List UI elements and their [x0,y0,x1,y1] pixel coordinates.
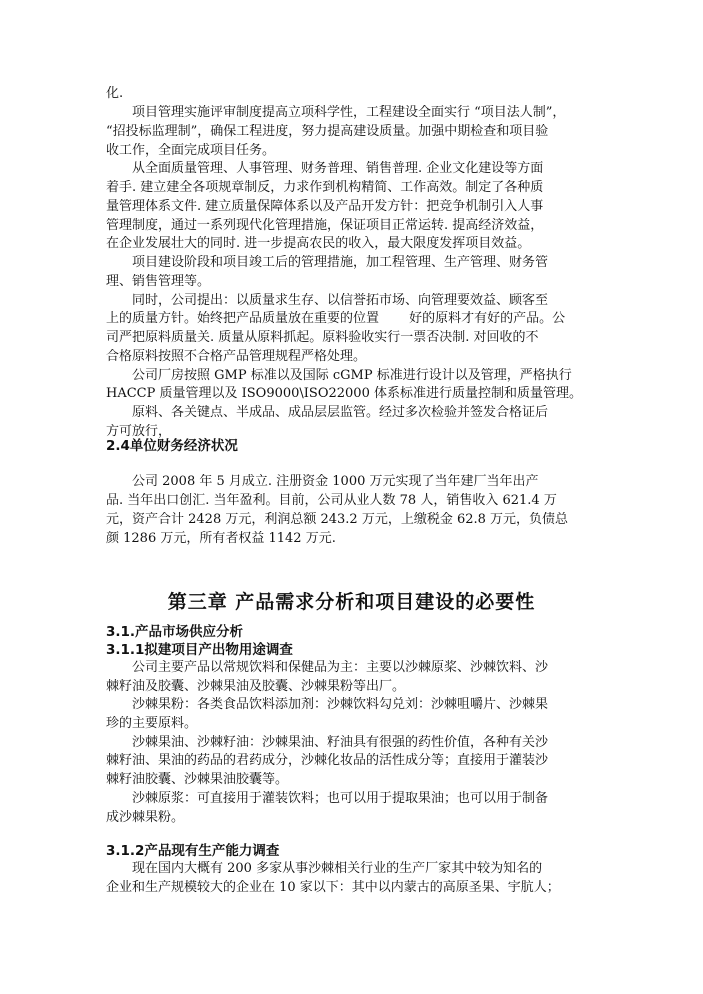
section-heading: 2.4单位财务经济状况 [106,438,238,454]
text-line: 原料、各关键点、半成品、成品层层监管。经过多次检验并签发合格证后 [106,405,549,420]
text-line: 公司厂房按照 GMP 标准以及国际 cGMP 标准进行设计以及管理，严格执行 [106,368,572,383]
text-line: 成沙棘果粉。 [106,810,185,825]
text-line: “招投标监理制”，确保工程进度，努力提高建设质量。加强中期检查和项目验 [106,124,549,139]
subsection-heading: 3.1.1拟建项目产出物用途调查 [106,642,293,658]
text-line: 项目建设阶段和项目竣工后的管理措施，加工程管理、生产管理、财务管 [106,255,549,270]
text-line: 棘籽油胶囊、沙棘果油胶囊等。 [106,772,289,787]
text-line: 颜 1286 万元，所有者权益 1142 万元. [106,531,336,546]
text-line: 理、销售管理等。 [106,274,211,289]
text-line: 企业和生产规模较大的企业在 10 家以下：其中以内蒙古的高原圣果、宇肮人； [106,880,560,895]
text-line: 收工作，全面完成项目任务。 [106,143,276,158]
text-line: 沙棘原浆：可直接用于灌装饮料；也可以用于提取果油；也可以用于制备 [106,791,549,806]
text-line: 棘籽油及胶囊、沙棘果油及胶囊、沙棘果粉等出厂。 [106,679,406,694]
text-line: 项目管理实施评审制度提高立项科学性，工程建设全面实行 “项目法人制”， [106,105,566,120]
text-line: 同时，公司提出：以质量求生存、以信誉拓市场、向管理要效益、顾客至 [106,293,549,308]
text-line: 沙棘果油、沙棘籽油：沙棘果油、籽油具有很强的药性价值，各种有关沙 [106,735,549,750]
text-line: 沙棘果粉：各类食品饮料添加剂：沙棘饮料勾兑刘：沙棘咀嚼片、沙棘果 [106,697,549,712]
text-line: 着手. 建立建全各项规章制反，力求作到机构精简、工作高效。制定了各种质 [106,180,544,195]
section-heading: 3.1.产品市场供应分析 [106,624,244,640]
text-line: 棘籽油、果油的药品的君药成分，沙棘化妆品的活性成分等；直接用于灌装沙 [106,753,549,768]
text-line: HACCP 质量管理以及 ISO9000\ISO22000 体系标准进行质量控制和质量管理。 [106,386,582,401]
subsection-heading: 3.1.2产品现有生产能力调查 [106,843,280,859]
text-line: 从全面质量管理、人事管理、财务普理、销售普理. 企业文化建设等方面 [106,161,544,176]
text-line: 现在国内大概有 200 多家从事沙棘相关行业的生产厂家其中较为知名的 [106,861,543,876]
text-line: 管理制度，通过一系列现代化管理措施，保证项目正常运转. 提高经济效益， [106,218,544,233]
chapter-title: 第三章 产品需求分析和项目建设的必要性 [167,591,536,613]
text-line: 在企业发展壮大的同时. 进一步提高农民的收入，最大限度发挥项目效益。 [106,236,531,251]
text-line: 量管理体系文件. 建立质量保障体系以及产品开发方针：把竞争机制引入人事 [106,199,544,214]
text-line: 上的质量方针。始终把产品质量放在重要的位置 好的原料才有好的产品。公 [106,311,566,326]
text-line: 方可放行， [106,424,172,439]
text-line: 化. [106,86,124,101]
text-line: 合格原料按照不合格产品管理规程严格处理。 [106,349,367,364]
text-line: 司严把原料质量关. 质量从原料抓起。原料验收实行一票否决制. 对回收的不 [106,330,539,345]
text-line: 公司主要产品以常规饮料和保健品为主：主要以沙棘原桨、沙棘饮料、沙 [106,660,549,675]
text-line: 珍的主要原料。 [106,716,198,731]
text-line: 元，资产合计 2428 万元，利润总额 243.2 万元，上缴税金 62.8 万元，负债总 [106,512,569,527]
text-line: 品. 当年出口创汇. 当年盈利。目前，公司从业人数 78 人，销售收入 621.4 万 [106,493,557,508]
text-line: 公司 2008 年 5 月成立. 注册资金 1000 万元实现了当年建厂当年出产 [106,474,539,489]
